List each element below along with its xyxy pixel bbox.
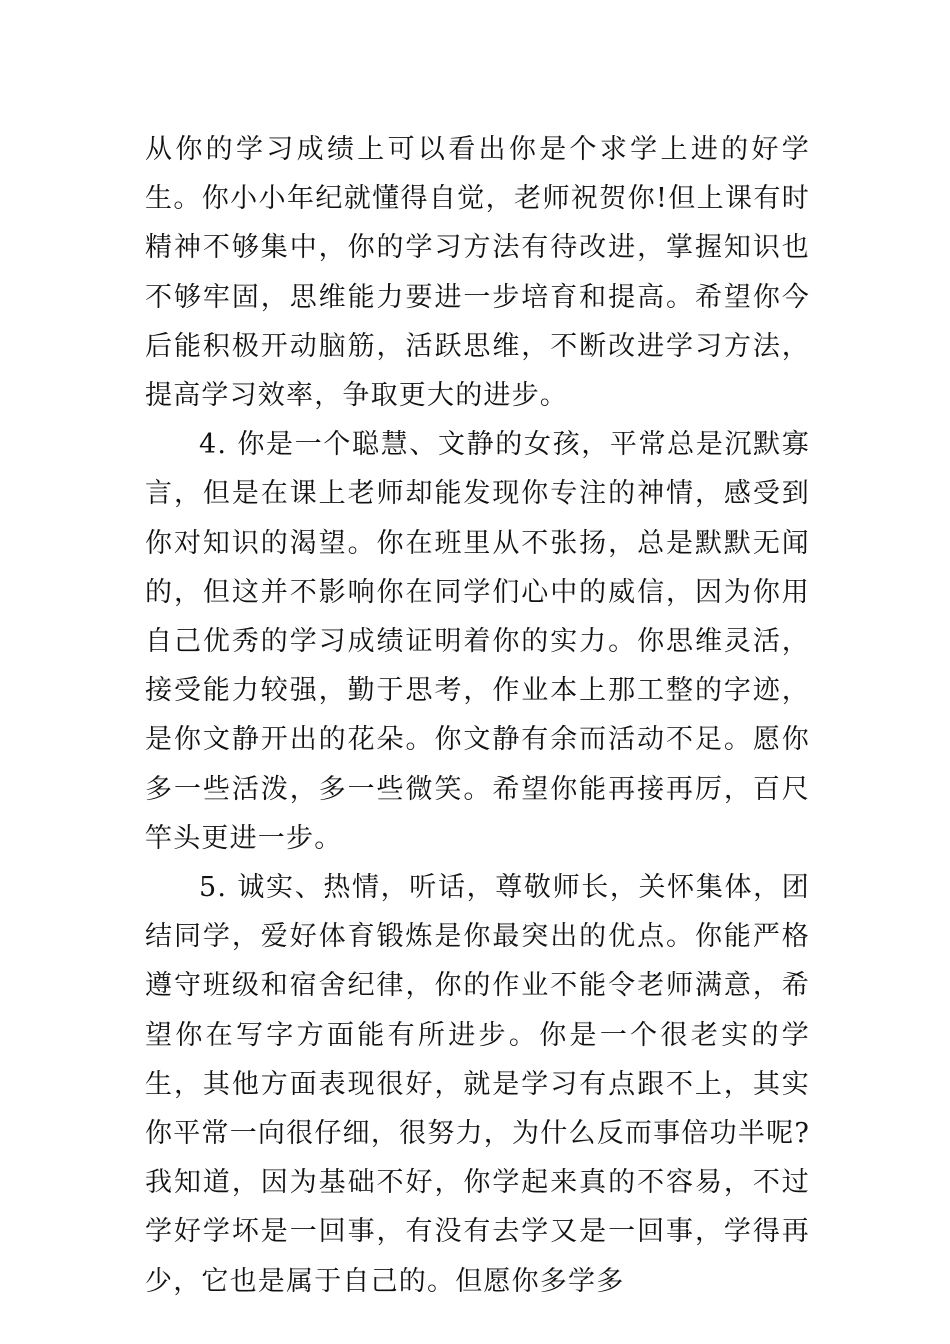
paragraph-comment-5: 5. 诚实、热情，听话，尊敬师长，关怀集体，团结同学，爱好体育锻炼是你最突出的优点。你能严格遵守班级和宿舍纪律，你的作业不能令老师满意，希望你在写字方面能有所进步。你是一个很老实的学生，其他方面表现很好，就是学习有点跟不上，其实你平常一向很仔细，很努力，为什么反而事倍功半呢?我知道，因为基础不好，你学起来真的不容易，不过学好学坏是一回事，有没有去学又是一回事，学得再少，它也是属于自己的。但愿你多学多 xyxy=(145,872,810,1297)
paragraph-comment-4: 4. 你是一个聪慧、文静的女孩，平常总是沉默寡言，但是在课上老师却能发现你专注的神情，感受到你对知识的渴望。你在班里从不张扬，总是默默无闻的，但这并不影响你在同学们心中的威信，因为你用自己优秀的学习成绩证明着你的实力。你思维灵活，接受能力较强，勤于思考，作业本上那工整的字迹，是你文静开出的花朵。你文静有余而活动不足。愿你多一些活泼，多一些微笑。希望你能再接再厉，百尺竿头更进一步。 xyxy=(145,429,810,854)
paragraph-comment-3-continued: 从你的学习成绩上可以看出你是个求学上进的好学生。你小小年纪就懂得自觉，老师祝贺你!但上课有时精神不够集中，你的学习方法有待改进，掌握知识也不够牢固，思维能力要进一步培育和提高。希望你今后能积极开动脑筋，活跃思维，不断改进学习方法，提高学习效率，争取更大的进步。 xyxy=(145,134,810,412)
